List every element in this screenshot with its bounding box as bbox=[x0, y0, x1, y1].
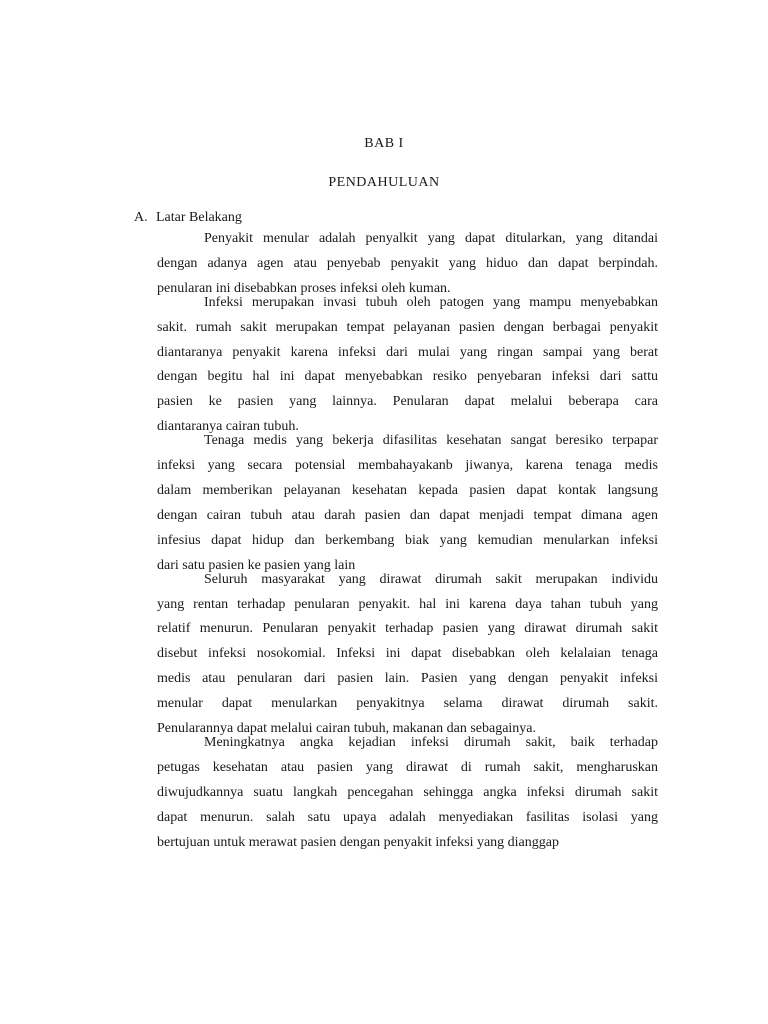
section-heading bbox=[134, 210, 242, 226]
paragraph-line: Penularannya dapat melalui cairan tubuh, makanan dan sebagainya. bbox=[157, 721, 537, 737]
paragraph-line: diantaranya penyakit karena infeksi dari mulai yang ringan sampai yang berat bbox=[157, 344, 658, 360]
paragraph-line: infeksi yang secara potensial membahayakanb jiwanya, karena tenaga medis bbox=[157, 458, 658, 474]
paragraph-line: disebut infeksi nosokomial. Infeksi ini dapat disebabkan oleh kelalaian tenaga bbox=[157, 646, 658, 662]
paragraph bbox=[157, 227, 658, 296]
paragraph-line: Seluruh masyarakat yang dirawat dirumah sakit merupakan individu bbox=[204, 571, 658, 587]
paragraph-line: pasien ke pasien yang lainnya. Penularan dapat melalui beberapa cara bbox=[157, 394, 658, 410]
chapter-number: BAB I bbox=[364, 136, 404, 151]
body-text bbox=[157, 227, 658, 855]
paragraph-line: Meningkatnya angka kejadian infeksi dirumah sakit, baik terhadap bbox=[204, 735, 658, 751]
paragraph-line: dapat menurun. salah satu upaya adalah menyediakan fasilitas isolasi yang bbox=[157, 809, 658, 825]
section-title: Latar Belakang bbox=[156, 210, 242, 225]
paragraph-line: penularan ini disebabkan proses infeksi oleh kuman. bbox=[157, 280, 451, 296]
paragraph-line: petugas kesehatan atau pasien yang dirawat di rumah sakit, mengharuskan bbox=[157, 759, 658, 775]
chapter-title: PENDAHULUAN bbox=[328, 175, 440, 190]
paragraph bbox=[157, 731, 658, 855]
paragraph-line: diwujudkannya suatu langkah pencegahan sehingga angka infeksi dirumah sakit bbox=[157, 784, 658, 800]
paragraph bbox=[157, 568, 658, 737]
paragraph-line: sakit. rumah sakit merupakan tempat pelayanan pasien dengan berbagai penyakit bbox=[157, 319, 658, 335]
paragraph-line: bertujuan untuk merawat pasien dengan penyakit infeksi yang dianggap bbox=[157, 834, 559, 850]
section-letter: A. bbox=[134, 210, 148, 225]
paragraph-line: dengan begitu hal ini dapat menyebabkan resiko penyebaran infeksi dari sattu bbox=[157, 369, 658, 385]
paragraph-line: menular dapat menularkan penyakitnya selama dirawat dirumah sakit. bbox=[157, 696, 658, 712]
paragraph-line: dengan cairan tubuh atau darah pasien dan dapat menjadi tempat dimana agen bbox=[157, 507, 658, 523]
paragraph bbox=[157, 429, 658, 573]
paragraph-line: diantaranya cairan tubuh. bbox=[157, 419, 299, 435]
paragraph-line: dalam memberikan pelayanan kesehatan kepada pasien dapat kontak langsung bbox=[157, 483, 658, 499]
paragraph-line: dari satu pasien ke pasien yang lain bbox=[157, 557, 356, 573]
paragraph-line: infesius dapat hidup dan berkembang biak yang kemudian menularkan infeksi bbox=[157, 532, 658, 548]
paragraph-line: relatif menurun. Penularan penyakit terhadap pasien yang dirawat dirumah sakit bbox=[157, 621, 658, 637]
paragraph-line: medis atau penularan dari pasien lain. Pasien yang dengan penyakit infeksi bbox=[157, 671, 658, 687]
paragraph bbox=[157, 291, 658, 435]
paragraph-line: Infeksi merupakan invasi tubuh oleh patogen yang mampu menyebabkan bbox=[204, 294, 658, 310]
paragraph-line: Tenaga medis yang bekerja difasilitas kesehatan sangat beresiko terpapar bbox=[204, 433, 658, 449]
paragraph-line: dengan adanya agen atau penyebab penyakit yang hiduo dan dapat berpindah. bbox=[157, 255, 658, 271]
paragraph-line: yang rentan terhadap penularan penyakit. hal ini karena daya tahan tubuh yang bbox=[157, 596, 658, 612]
paragraph-line: Penyakit menular adalah penyalkit yang dapat ditularkan, yang ditandai bbox=[204, 231, 658, 246]
